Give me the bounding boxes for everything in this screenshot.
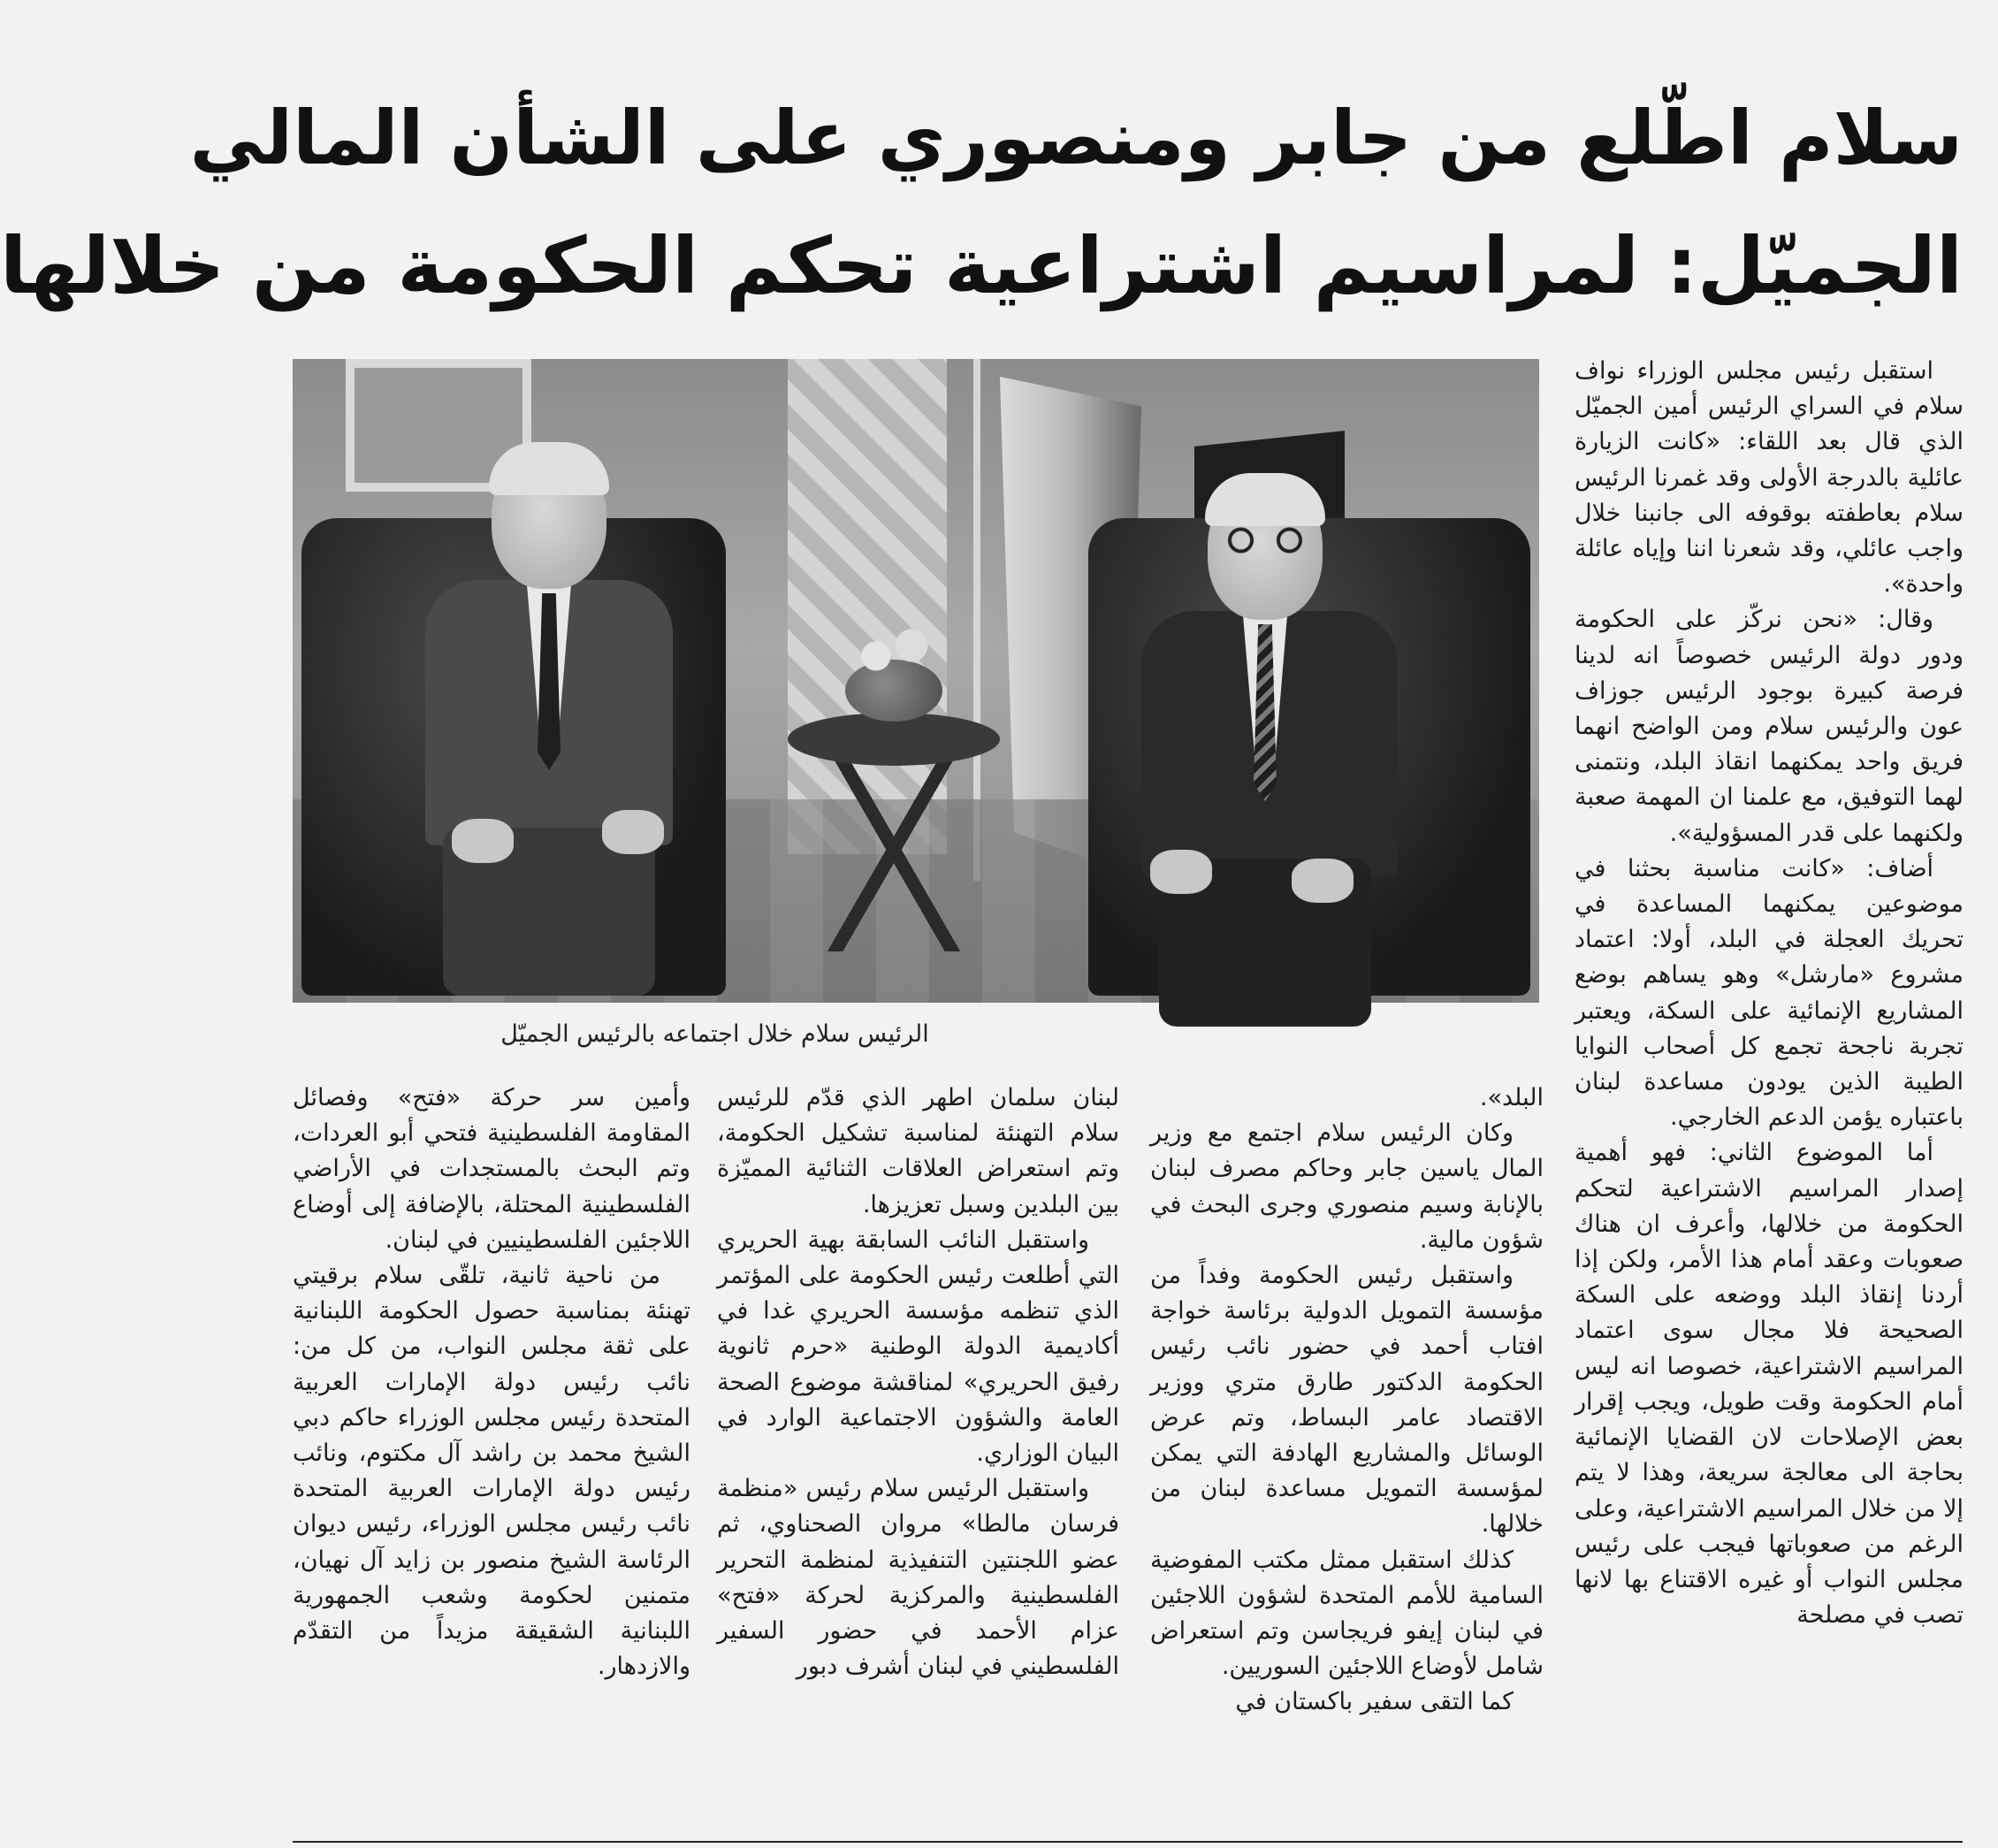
photo-caption: الرئيس سلام خلال اجتماعه بالرئيس الجميّل (500, 1020, 929, 1048)
hand (452, 819, 514, 863)
hair (1205, 473, 1325, 526)
hand (1150, 850, 1212, 894)
hand (602, 810, 664, 854)
hair (489, 442, 609, 495)
article-column-2 (717, 1081, 1119, 1832)
paragraph: واستقبل النائب السابقة بهية الحريري التي أطلعت رئيس الحكومة على المؤتمر الذي تنظمه مؤسسة الحريري غدا في أكاديمية الدولة الوطنية «حرم ثانوية رفيق الحريري» لمناقشة موضوع الصحة العامة والشؤون الاجتماعية الوارد في البيان الوزاري. (717, 1226, 1119, 1468)
paragraph: وأمين سر حركة «فتح» وفصائل المقاومة الفلسطينية فتحي أبو العردات، وتم البحث بالمستجدات في الأراضي الفلسطينية المحتلة، بالإضافة إلى أوضاع اللاجئين الفلسطينيين في لبنان. (293, 1084, 690, 1254)
paragraph: واستقبل رئيس الحكومة وفداً من مؤسسة التمويل الدولية برئاسة خواجة افتاب أحمد في حضور نائب رئيس الحكومة الدكتور طارق متري ووزير الاقتصاد عامر البساط، وتم عرض الوسائل والمشاريع الهادفة التي يمكن لمؤسسة التمويل مساعدة لبنان من خلالها. (1150, 1262, 1544, 1539)
paragraph: البلد». (1479, 1084, 1544, 1111)
paragraph: من ناحية ثانية، تلقّى سلام برقيتي تهنئة بمناسبة حصول الحكومة اللبنانية على ثقة مجلس النواب، من كل من: نائب رئيس دولة الإمارات العربية المتحدة رئيس مجلس الوزراء حاكم دبي الشيخ محمد بن راشد آل مكتوم، ونائب رئيس دولة الإمارات العربية المتحدة نائب رئيس مجلس الوزراء، رئيس ديوان الرئاسة الشيخ منصور بن زايد آل نهيان، متمنين لحكومة وشعب الجمهورية اللبنانية الشقيقة مزيداً من التقدّم والازدهار. (293, 1262, 690, 1681)
paragraph: أما الموضوع الثاني: فهو أهمية إصدار المراسيم الاشتراعية لتحكم الحكومة من خلالها، وأعرف ان هناك صعوبات وعقد أمام هذا الأمر، ولكن إذا أردنا إنقاذ البلد ووضعه على السكة الصحيحة فلا مجال سوى اعتماد المراسيم الاشتراعية، خصوصا انه ليس أمام الحكومة وقت طويل، ويجب إقرار بعض الإصلاحات لان القضايا الإنمائية بحاجة الى معالجة سريعة، وهذا لا يتم إلا من خلال المراسيم الاشتراعية، وعلى الرغم من صعوباتها فيجب على رئيس مجلس النواب أو غيره الاقتناع بها لانها تصب في مصلحة (1575, 1139, 1964, 1630)
person-left (425, 447, 673, 996)
article-column-3 (1150, 1081, 1544, 1832)
article-column-right (1575, 354, 1964, 1848)
paragraph: استقبل رئيس مجلس الوزراء نواف سلام في السراي الرئيس أمين الجميّل الذي قال بعد اللقاء: «كانت الزيارة عائلية بالدرجة الأولى وقد غمرنا الرئيس سلام بعاطفته بوقوفه الى جانبنا خلال واجب عائلي، وقد شعرنا اننا وإياه عائلة واحدة». (1575, 357, 1964, 599)
paragraph: وقال: «نحن نركّز على الحكومة ودور دولة الرئيس خصوصاً انه لدينا فرصة كبيرة بوجود الرئيس جوزاف عون والرئيس سلام ومن الواضح انهما فريق واحد يمكنهما انقاذ البلد، ونتمنى لهما التوفيق، مع علمنا ان المهمة صعبة ولكنهما على قدر المسؤولية». (1575, 606, 1964, 847)
paragraph: كما التقى سفير باكستان في (1235, 1688, 1514, 1716)
headline-line-1: سلام اطّلع من جابر ومنصوري على الشأن المالي (189, 95, 1963, 181)
glasses (1216, 527, 1314, 554)
paragraph: أضاف: «كانت مناسبة بحثنا في موضوعين يمكنهما المساعدة في تحريك العجلة في البلد، أولا: اعتماد مشروع «مارشل» وهو يساهم بوضع المشاريع الإنمائية على السكة، ويعتبر تجربة ناجحة تجمع كل أصحاب النوايا الطيبة الذين يودون مساعدة لبنان باعتباره يؤمن الدعم الخارجي. (1575, 854, 1964, 1132)
flowers (850, 624, 938, 677)
article-photo (293, 359, 1539, 1003)
paragraph: وكان الرئيس سلام اجتمع مع وزير المال ياسين جابر وحاكم مصرف لبنان بالإنابة وسيم منصوري وجرى البحث في شؤون مالية. (1150, 1119, 1544, 1254)
article-column-1 (293, 1081, 690, 1832)
headline-line-2: الجميّل: لمراسيم اشتراعية تحكم الحكومة من خلالها (0, 220, 1963, 311)
person-right (1141, 478, 1398, 1000)
side-table-legs (823, 748, 965, 951)
paragraph: واستقبل الرئيس سلام رئيس «منظمة فرسان مالطا» مروان الصحناوي، ثم عضو اللجنتين التنفيذية لمنظمة التحرير الفلسطينية والمركزية لحركة «فتح» عزام الأحمد في حضور السفير الفلسطيني في لبنان أشرف دبور (717, 1475, 1119, 1681)
paragraph: كذلك استقبل ممثل مكتب المفوضية السامية للأمم المتحدة لشؤون اللاجئين في لبنان إيفو فريجاسن وتم استعراض شامل لأوضاع اللاجئين السوريين. (1150, 1546, 1544, 1681)
hand (1292, 859, 1354, 903)
bottom-rule (293, 1841, 1963, 1843)
paragraph: لبنان سلمان اطهر الذي قدّم للرئيس سلام التهنئة لمناسبة تشكيل الحكومة، وتم استعراض العلاقات الثنائية المميّزة بين البلدين وسبل تعزيزها. (717, 1084, 1119, 1218)
